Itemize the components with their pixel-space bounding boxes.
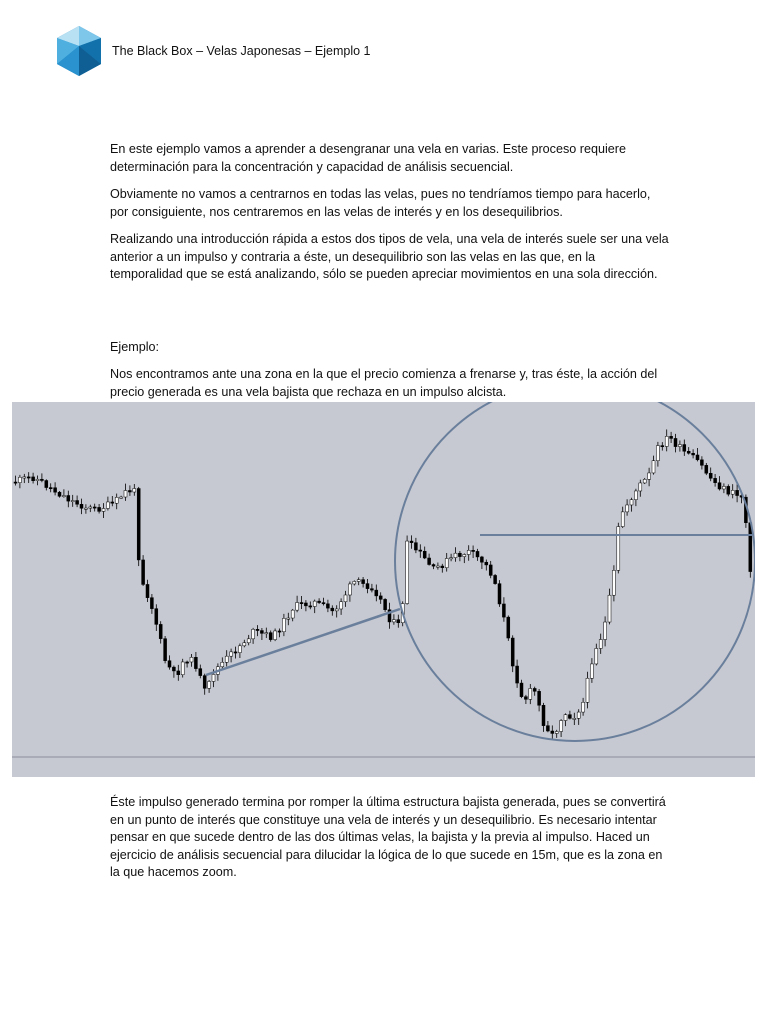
bear-candle (203, 676, 206, 689)
bull-candle (225, 656, 228, 662)
bear-candle (76, 501, 79, 505)
bull-candle (357, 580, 360, 582)
bull-candle (221, 662, 224, 667)
page-header (54, 24, 370, 78)
bear-candle (362, 580, 365, 584)
bear-candle (93, 507, 96, 508)
bull-candle (274, 631, 277, 640)
bear-candle (260, 631, 263, 634)
bear-candle (683, 445, 686, 452)
bull-candle (313, 601, 316, 606)
bull-candle (89, 507, 92, 508)
bear-candle (111, 502, 114, 503)
bear-candle (538, 691, 541, 705)
bull-candle (124, 490, 127, 497)
bull-candle (406, 541, 409, 603)
bull-candle (353, 581, 356, 584)
bear-candle (423, 551, 426, 558)
bear-candle (520, 683, 523, 697)
bear-candle (80, 504, 83, 508)
bull-candle (265, 633, 268, 634)
bull-candle (634, 491, 637, 500)
bull-candle (621, 512, 624, 527)
bull-candle (252, 629, 255, 639)
bear-candle (727, 486, 730, 494)
bear-candle (142, 560, 145, 585)
bear-candle (507, 617, 510, 638)
bull-candle (102, 508, 105, 511)
bull-candle (23, 477, 26, 478)
bull-candle (340, 602, 343, 609)
bear-candle (419, 550, 422, 551)
bull-candle (181, 662, 184, 675)
bull-candle (630, 500, 633, 505)
example-paragraph: Nos encontramos ante una zona en la que el precio comienza a frenarse y, tras éste, la acción del precio generada es una vela bajista que rechaza en un impulso alcista. (110, 367, 658, 399)
bear-candle (199, 669, 202, 676)
bull-candle (335, 609, 338, 611)
blue-cube-logo-icon (54, 24, 104, 78)
chart-background (12, 402, 755, 777)
bear-candle (366, 584, 369, 589)
bear-candle (269, 633, 272, 640)
bear-candle (489, 565, 492, 575)
bull-candle (287, 618, 290, 619)
bull-candle (555, 732, 558, 734)
bear-candle (397, 620, 400, 623)
bull-candle (599, 639, 602, 648)
bear-candle (718, 483, 721, 489)
bear-candle (696, 455, 699, 460)
bull-candle (582, 702, 585, 712)
bull-candle (595, 648, 598, 664)
bear-candle (384, 599, 387, 609)
bear-candle (516, 666, 519, 683)
conclusion-paragraph: Éste impulso generado termina por romper la última estructura bajista generada, pues se convertirá en un punto de interés que constituye una vela de interés y un desequilibrio. Es necesario intentar pensar en que sucede dentro de las dos últimas velas, la bajista y la previa al impulso. Haced un ejercicio de análisis secuencial para dilucidar la lógica de lo que sucede en 15m, que es la zona en la que hacemos zoom. (110, 795, 666, 880)
bear-candle (472, 550, 475, 551)
bull-candle (18, 477, 21, 482)
bear-candle (27, 477, 30, 478)
bear-candle (714, 478, 717, 482)
bull-candle (529, 688, 532, 699)
bear-candle (458, 553, 461, 556)
bull-candle (590, 664, 593, 678)
bull-candle (71, 501, 74, 502)
bear-candle (32, 477, 35, 481)
bull-candle (84, 508, 87, 509)
bull-candle (577, 712, 580, 718)
bear-candle (318, 601, 321, 602)
bear-candle (661, 446, 664, 447)
bear-candle (14, 482, 17, 483)
bear-candle (480, 557, 483, 562)
bull-candle (722, 486, 725, 489)
intro-paragraph-2: Obviamente no vamos a centrarnos en todas las velas, pues no tendríamos tiempo para hacerlo, por consiguiente, nos centraremos en las velas de interés y en los desequilibrios. (110, 187, 651, 219)
bull-candle (348, 584, 351, 595)
bear-candle (128, 490, 131, 492)
bear-candle (700, 460, 703, 466)
bull-candle (604, 622, 607, 639)
bear-candle (428, 558, 431, 565)
bull-candle (639, 483, 642, 491)
bull-candle (643, 479, 646, 483)
bear-candle (331, 608, 334, 611)
intro-paragraph-1: En este ejemplo vamos a aprender a desengranar una vela en varias. Este proceso requiere determinación para la concentración y capacidad de análisis secuencial. (110, 142, 626, 174)
bear-candle (168, 661, 171, 667)
bear-candle (542, 705, 545, 725)
bear-candle (476, 551, 479, 557)
bull-candle (454, 553, 457, 557)
bull-candle (238, 646, 241, 653)
bull-candle (243, 643, 246, 646)
bear-candle (533, 688, 536, 691)
bear-candle (137, 489, 140, 560)
bull-candle (247, 639, 250, 643)
bear-candle (709, 473, 712, 478)
bull-candle (115, 497, 118, 503)
bear-candle (379, 596, 382, 599)
bull-candle (608, 595, 611, 622)
bear-candle (164, 639, 167, 661)
bull-candle (445, 558, 448, 567)
bull-candle (133, 489, 136, 493)
bull-candle (463, 554, 466, 556)
bear-candle (511, 638, 514, 666)
bear-candle (58, 492, 61, 496)
bear-candle (674, 438, 677, 446)
bear-candle (551, 731, 554, 733)
bear-candle (494, 575, 497, 583)
bear-candle (568, 715, 571, 719)
bear-candle (502, 604, 505, 617)
bear-candle (49, 488, 52, 489)
bull-candle (291, 610, 294, 618)
bear-candle (432, 565, 435, 567)
bull-candle (648, 473, 651, 479)
bull-candle (573, 718, 576, 719)
bull-candle (652, 461, 655, 473)
bear-candle (370, 589, 373, 590)
bear-candle (54, 488, 57, 492)
bull-candle (296, 603, 299, 611)
bull-candle (656, 446, 659, 461)
bear-candle (326, 604, 329, 608)
bull-candle (344, 595, 347, 602)
bull-candle (392, 620, 395, 622)
bull-candle (190, 657, 193, 662)
bear-candle (40, 479, 43, 480)
bull-candle (62, 495, 65, 496)
bear-candle (67, 495, 70, 501)
bull-candle (626, 505, 629, 512)
bear-candle (146, 584, 149, 597)
bear-candle (322, 603, 325, 604)
bear-candle (670, 436, 673, 438)
bull-candle (665, 436, 668, 446)
bear-candle (172, 667, 175, 671)
bear-candle (300, 603, 303, 604)
intro-paragraph-3: Realizando una introducción rápida a estos dos tipos de vela, una vela de interés suele ser una vela anterior a un impulso y contraria a éste, un desequilibrio son las velas en las que, en la temporalidad que se está analizando, sólo se pueden apreciar movimientos en una sola dirección. (110, 232, 669, 282)
bull-candle (282, 618, 285, 631)
bear-candle (309, 606, 312, 607)
bull-candle (106, 502, 109, 509)
bear-candle (498, 584, 501, 604)
example-heading: Ejemplo: (110, 340, 159, 354)
bear-candle (186, 662, 189, 663)
bear-candle (546, 726, 549, 731)
bull-candle (212, 674, 215, 681)
bear-candle (736, 490, 739, 495)
bull-candle (450, 558, 453, 559)
bear-candle (159, 624, 162, 638)
bull-candle (36, 479, 39, 480)
bull-candle (208, 681, 211, 688)
bear-candle (304, 603, 307, 606)
bear-candle (278, 631, 281, 632)
bear-candle (45, 481, 48, 488)
bull-candle (678, 445, 681, 447)
bear-candle (705, 465, 708, 473)
bull-candle (617, 527, 620, 571)
bear-candle (414, 543, 417, 550)
bear-candle (524, 697, 527, 700)
bear-candle (687, 451, 690, 453)
header-title: The Black Box – Velas Japonesas – Ejemplo 1 (112, 44, 371, 58)
bear-candle (150, 598, 153, 609)
bear-candle (194, 657, 197, 668)
bear-candle (375, 590, 378, 596)
bear-candle (410, 541, 413, 543)
bull-candle (560, 721, 563, 732)
bull-candle (467, 550, 470, 554)
bull-candle (612, 570, 615, 595)
bull-candle (120, 497, 123, 498)
bear-candle (234, 652, 237, 653)
bear-candle (441, 566, 444, 568)
bear-candle (485, 562, 488, 565)
bear-candle (98, 507, 101, 511)
bull-candle (586, 678, 589, 702)
bear-candle (692, 453, 695, 455)
bear-candle (177, 671, 180, 675)
bull-candle (564, 715, 567, 721)
bull-candle (436, 566, 439, 567)
bear-candle (155, 609, 158, 625)
bull-candle (230, 652, 233, 656)
candlestick-chart (12, 402, 755, 777)
bull-candle (731, 490, 734, 494)
bear-candle (256, 629, 259, 630)
